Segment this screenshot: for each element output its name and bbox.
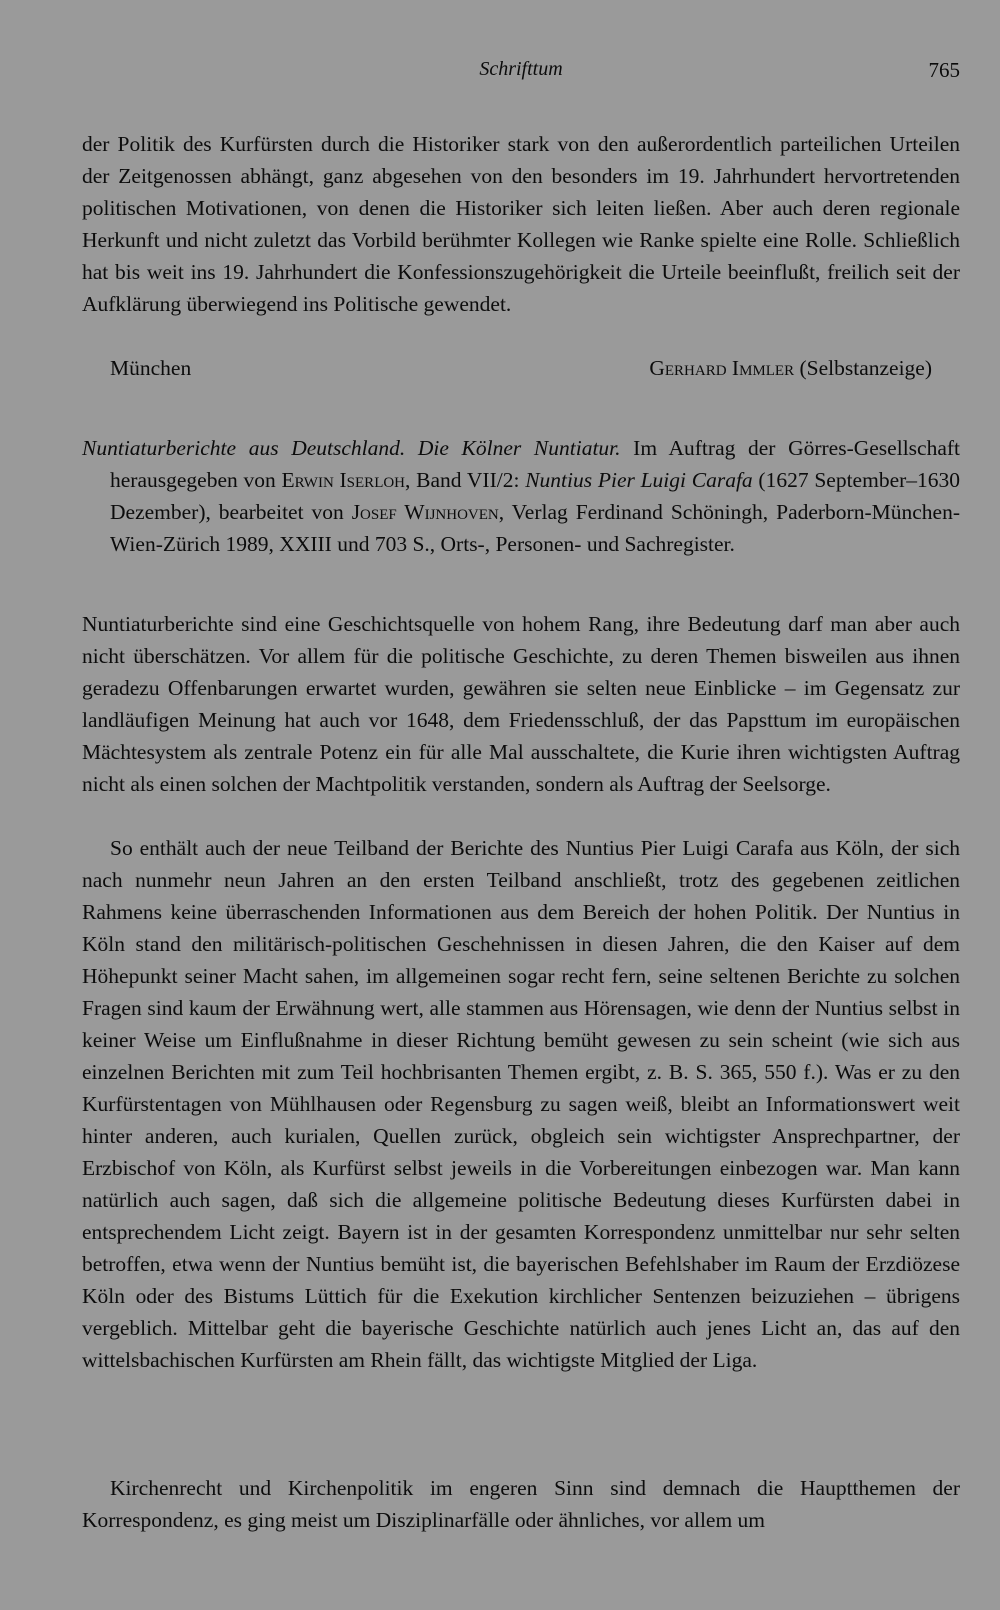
review-paragraph: der Politik des Kurfürsten durch die Historiker stark von den außerordentlich parteilichen Urteilen der Zeitgenossen abhängt, ganz abgesehen von den besonders im 19. Jahrhundert hervortretenden politischen Motivationen, von denen die Historiker sich leiten ließen. Aber auch deren regionale Herkunft und nicht zuletzt das Vorbild berühmter Kollegen wie Ranke spielte eine Rolle. Schließlich hat bis weit ins 19. Jahrhundert die Konfessionszugehörigkeit die Urteile beeinflußt, freilich seit der Aufklärung überwiegend ins Politische gewendet.: [82, 132, 960, 316]
entry-title: Nuntiaturberichte aus Deutschland. Die Kölner Nuntiatur.: [82, 436, 621, 460]
signature-place: München: [110, 356, 192, 380]
page-header: [82, 58, 960, 90]
entry-text-4: , Verlag Ferdinand Schöningh, Paderborn-München-Wien-Zürich 1989, XXIII und 703 S., Orts-, Personen- und Sachregister.: [110, 500, 960, 556]
running-head: Schrifttum: [479, 58, 563, 80]
entry-text-2: , Band VII/2:: [405, 468, 520, 492]
author-note: (Selbstanzeige): [799, 356, 932, 380]
bibliographic-entry: [82, 432, 960, 560]
entry-volume: Nuntius Pier Luigi Carafa: [525, 468, 753, 492]
entry-text-1: Im Auftrag der Görres-Gesellschaft herausgegeben von: [110, 436, 961, 492]
author-name: Gerhard Immler: [649, 356, 795, 380]
review-paragraph-3: Kirchenrecht und Kirchenpolitik im engeren Sinn sind demnach die Hauptthemen der Korrespondenz, es ging meist um Disziplinarfälle oder ähnliches, vor allem um: [82, 1476, 960, 1532]
signature-author: [649, 352, 932, 384]
entry-text-3: (1627 September–1630 Dezember), bearbeitet von: [110, 468, 961, 524]
review-signature: [110, 352, 932, 384]
entry-compiler: Josef Wijnhoven: [351, 500, 499, 524]
entry-editor: Erwin Iserloh: [281, 468, 406, 492]
review-paragraph-2: So enthält auch der neue Teilband der Berichte des Nuntius Pier Luigi Carafa aus Köln, der sich nach nunmehr neun Jahren an den ersten Teilband anschließt, trotz des gegebenen zeitlichen Rahmens keine überraschenden Informationen aus dem Bereich der hohen Politik. Der Nuntius in Köln stand den militärisch-politischen Geschehnissen in diesen Jahren, die den Kaiser auf dem Höhepunkt seiner Macht sahen, im allgemeinen sogar recht fern, seine seltenen Berichte zu solchen Fragen sind kaum der Erwähnung wert, alle stammen aus Hörensagen, wie denn der Nuntius selbst in keiner Weise um Einflußnahme in dieser Richtung bemüht gewesen zu sein scheint (wie sich aus einzelnen Berichten mit zum Teil hochbrisanten Themen ergibt, z. B. S. 365, 550 f.). Was er zu den Kurfürstentagen von Mühlhausen oder Regensburg zu sagen weiß, bleibt an Informationswert weit hinter anderen, auch kurialen, Quellen zurück, obgleich sein wichtigster Ansprechpartner, der Erzbischof von Köln, als Kurfürst selbst jeweils in die Vorbereitungen einbezogen war. Man kann natürlich auch sagen, daß sich die allgemeine politische Bedeutung dieses Kurfürsten dabei in entsprechendem Licht zeigt. Bayern ist in der gesamten Korrespondenz unmittelbar nur sehr selten betroffen, etwa wenn der Nuntius bemüht ist, die bayerischen Befehlshaber im Raum der Erzdiözese Köln oder des Bistums Lüttich für die Exekution kirchlicher Sentenzen beizuziehen – übrigens vergeblich. Mittelbar geht die bayerische Geschichte natürlich auch jenes Licht an, das auf den wittelsbachischen Kurfürsten am Rhein fällt, das wichtigste Mitglied der Liga.: [82, 836, 960, 1372]
review-paragraph-1: Nuntiaturberichte sind eine Geschichtsquelle von hohem Rang, ihre Bedeutung darf man aber auch nicht überschätzen. Vor allem für die politische Geschichte, zu deren Themen bisweilen aus ihnen geradezu Offenbarungen erwartet wurden, gewähren sie selten neue Einblicke – im Gegensatz zur landläufigen Meinung hat auch vor 1648, dem Friedensschluß, der das Papsttum im europäischen Mächtesystem als zentrale Potenz ein für alle Mal ausschaltete, die Kurie ihren wichtigsten Auftrag nicht als einen solchen der Machtpolitik verstanden, sondern als Auftrag der Seelsorge.: [82, 612, 960, 796]
page-number: 765: [928, 58, 960, 82]
